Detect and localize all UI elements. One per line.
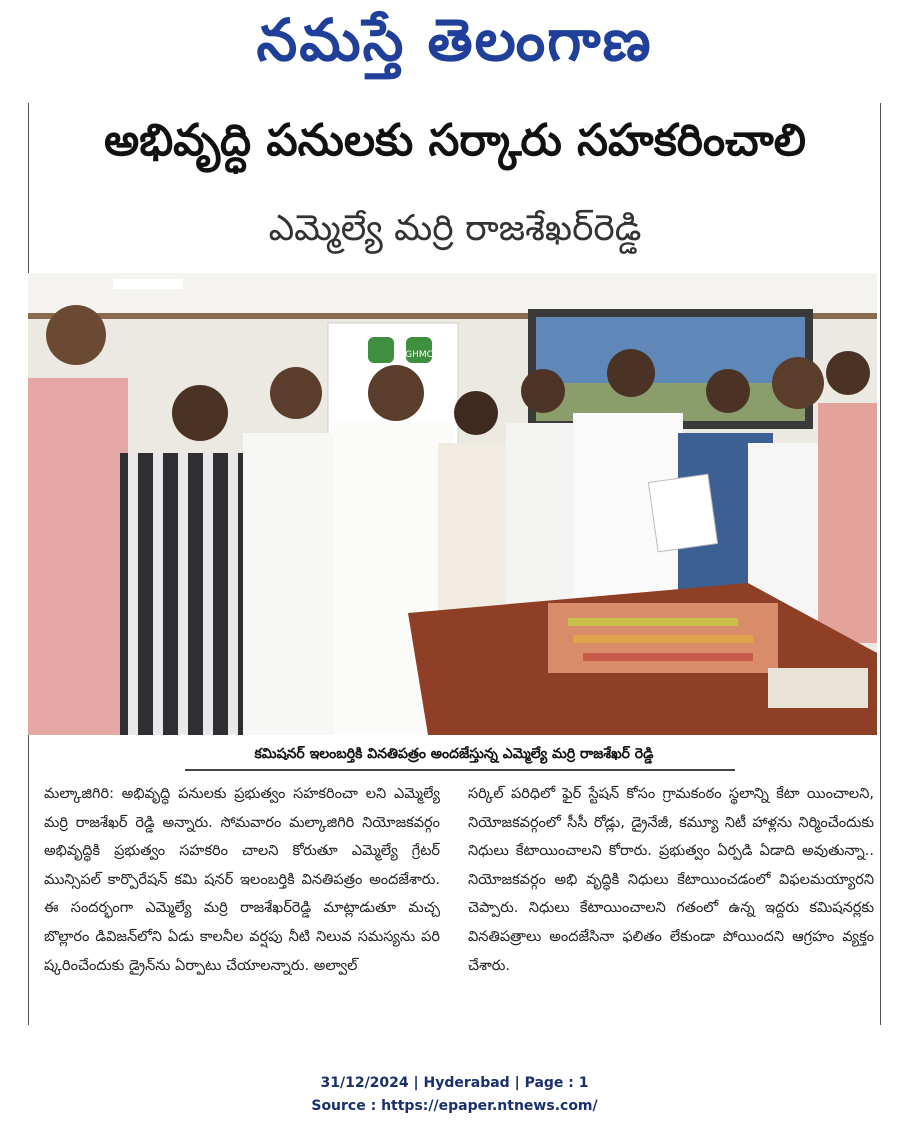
ghmc-sign-text: GHMC [405, 350, 433, 360]
article-headline: అభివృద్ధి పనులకు సర్కారు సహకరించాలి [104, 115, 806, 166]
news-photo [28, 273, 877, 735]
right-column-rule [880, 103, 881, 1025]
article-body-left-column: మల్కాజిగిరి: అభివృద్ధి పనులకు ప్రభుత్వం సహకరించా లని ఎమ్మెల్యే మర్రి రాజశేఖర్ రెడ్డి అన్నారు. సోమవారం మల్కాజిగిరి నియోజకవర్గం అభివృద్ధికి ప్రభుత్వం సహకరిం చాలని కోరుతూ ఎమ్మెల్యే గ్రేటర్ మున్సిపల్ కార్పొరేషన్ కమి షనర్ ఇలంబర్తికి వినతిపత్రం అందజేశారు. ఈ సందర్భంగా ఎమ్మెల్యే మర్రి రాజశేఖర్‌రెడ్డి మాట్లాడుతూ మచ్చ బొల్లారం డివిజన్‌లోని ఏడు కాలనీల వర్షపు నీటి నిలువ సమస్యను పరి ష్కరించేందుకు డ్రైన్‌ను ఏర్పాటు చేయాలన్నారు. అల్వాల్ [44, 786, 440, 974]
photo-caption: కమిషనర్ ఇలంబర్తికి వినతిపత్రం అందజేస్తున్న ఎమ్మెల్యే మర్రి రాజశేఖర్ రెడ్డి [254, 746, 654, 762]
article-subheadline: ఎమ్మెల్యే మర్రి రాజశేఖర్‌రెడ్డి [268, 208, 642, 249]
newspaper-masthead: నమస్తే తెలంగాణ [256, 6, 653, 74]
caption-underline [185, 769, 735, 771]
article-body-right-column: సర్కిల్ పరిధిలో ఫైర్ స్టేషన్ కోసం గ్రామకంఠం స్థలాన్ని కేటా యించాలని, నియోజకవర్గంలో సీసీ రోడ్లు, డ్రైనేజీ, కమ్యూ నిటీ హాళ్లను నిర్మించేందుకు నిధులు కేటాయించాలని కోరారు. ప్రభుత్వం ఏర్పడి ఏడాది అవుతున్నా.. నియోజకవర్గం అభి వృద్ధికి నిధులు కేటాయించడంలో విఫలమయ్యారని చెప్పారు. నిధులు కేటాయించాలని గతంలో ఉన్న ఇద్దరు కమిషనర్లకు వినతిపత్రాలు అందజేసినా ఫలితం లేకుండా పోయిందని ఆగ్రహం వ్యక్తం చేశారు. [468, 786, 874, 974]
footer-source-line: Source : https://epaper.ntnews.com/ [311, 1098, 598, 1114]
news-photo-illustration [28, 273, 877, 735]
footer-date-line: 31/12/2024 | Hyderabad | Page : 1 [320, 1075, 589, 1091]
